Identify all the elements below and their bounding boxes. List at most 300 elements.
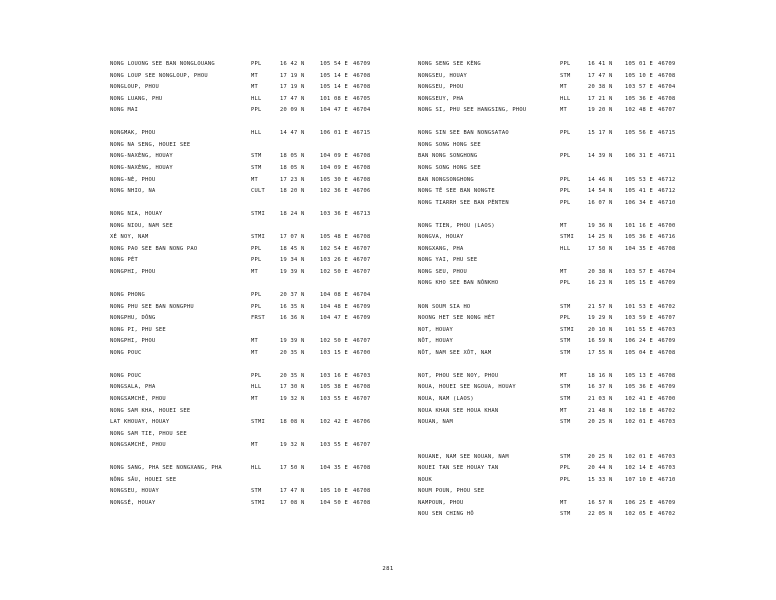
entry-name: NÔT, HOUAY	[418, 338, 453, 345]
entry-longitude: 105 36 E	[625, 95, 653, 102]
entry-map-code: 46707	[353, 338, 371, 345]
entry-longitude: 103 26 E	[320, 257, 348, 264]
entry-map-code: 46708	[353, 84, 371, 91]
entry-longitude: 101 08 E	[320, 95, 348, 102]
entry-longitude: 106 25 E	[625, 499, 653, 506]
entry-latitude: 19 39 N	[280, 338, 305, 345]
entry-name: NONGPHI, PHOU	[110, 338, 156, 345]
entry-latitude: 17 19 N	[280, 84, 305, 91]
entry-longitude: 105 30 E	[320, 176, 348, 183]
entry-feature-type: STMI	[251, 211, 265, 218]
entry-map-code: 46703	[658, 326, 676, 333]
entry-map-code: 46715	[353, 130, 371, 137]
entry-latitude: 18 05 N	[280, 153, 305, 160]
entry-feature-type: MT	[560, 407, 567, 414]
entry-map-code: 46706	[353, 188, 371, 195]
entry-name: NONG NA SENG, HOUEI SEE	[110, 141, 191, 148]
entry-map-code: 46707	[353, 395, 371, 402]
entry-latitude: 18 16 N	[588, 372, 613, 379]
entry-feature-type: MT	[560, 107, 567, 114]
entry-feature-type: MT	[251, 338, 258, 345]
entry-map-code: 46707	[353, 442, 371, 449]
entry-name: NONGSEU, HOUAY	[110, 488, 159, 495]
entry-longitude: 102 48 E	[625, 107, 653, 114]
entry-name: NONG POUC	[110, 349, 142, 356]
entry-longitude: 103 59 E	[625, 315, 653, 322]
entry-longitude: 102 50 E	[320, 338, 348, 345]
entry-map-code: 46703	[658, 465, 676, 472]
entry-longitude: 103 36 E	[320, 211, 348, 218]
entry-latitude: 16 07 N	[588, 199, 613, 206]
entry-longitude: 102 36 E	[320, 188, 348, 195]
entry-name: NOUA KHAN SEE HOUA KHAN	[418, 407, 499, 414]
entry-longitude: 104 09 E	[320, 164, 348, 171]
entry-name: NONG-NAXÈNG, HOUAY	[110, 164, 173, 171]
entry-longitude: 105 41 E	[625, 188, 653, 195]
entry-latitude: 20 35 N	[280, 372, 305, 379]
entry-map-code: 46708	[353, 164, 371, 171]
entry-name: NÔNG SÂU, HOUEI SEE	[110, 476, 177, 483]
entry-latitude: 18 45 N	[280, 245, 305, 252]
entry-name: NONG-NÈ, PHOU	[110, 176, 156, 183]
entry-name: LAT KHOUAY, HOUAY	[110, 419, 170, 426]
entry-longitude: 105 56 E	[625, 130, 653, 137]
entry-feature-type: STM	[251, 488, 262, 495]
entry-feature-type: PPL	[560, 188, 571, 195]
entry-map-code: 46708	[658, 245, 676, 252]
entry-name: NOUANE, NAM SEE NOUAN, NAM	[418, 453, 509, 460]
entry-longitude: 102 41 E	[625, 395, 653, 402]
entry-map-code: 46708	[353, 488, 371, 495]
entry-longitude: 105 38 E	[320, 384, 348, 391]
entry-longitude: 106 24 E	[625, 338, 653, 345]
entry-latitude: 14 54 N	[588, 188, 613, 195]
entry-longitude: 102 14 E	[625, 465, 653, 472]
entry-feature-type: STM	[251, 164, 262, 171]
entry-name: NONGPHU, DÔNG	[110, 315, 156, 322]
entry-name: NONG KHO SEE BAN NÔNKHO	[418, 280, 499, 287]
entry-feature-type: PPL	[251, 292, 262, 298]
entry-name: NONG SI, PHU SEE HANGSING, PHOU	[418, 107, 527, 114]
entry-latitude: 15 33 N	[588, 476, 613, 483]
entry-feature-type: PPL	[251, 303, 262, 310]
entry-name: NONG MAI	[110, 107, 138, 114]
entry-name: NONG PÉT	[110, 257, 138, 264]
entry-map-code: 46708	[353, 384, 371, 391]
entry-latitude: 20 25 N	[588, 453, 613, 460]
entry-name: NOUA, NAM (LAOS)	[418, 395, 474, 402]
entry-latitude: 20 44 N	[588, 465, 613, 472]
entry-map-code: 46703	[353, 372, 371, 379]
entry-name: NAMPOUN, PHOU	[418, 499, 464, 506]
entry-name: NOONG HET SEE NONG HÈT	[418, 315, 495, 322]
entry-map-code: 46704	[658, 84, 676, 91]
entry-latitude: 14 39 N	[588, 153, 613, 160]
entry-map-code: 46707	[658, 315, 676, 322]
entry-name: NONG SAM KHA, HOUEI SEE	[110, 407, 191, 414]
entry-feature-type: MT	[251, 72, 258, 79]
entry-name: NONGSAMCHÈ, PHOU	[110, 442, 166, 449]
entry-name: NONG PHONG	[110, 292, 145, 298]
entry-longitude: 106 34 E	[625, 199, 653, 206]
entry-map-code: 46702	[658, 407, 676, 414]
entry-latitude: 16 57 N	[588, 499, 613, 506]
entry-latitude: 17 23 N	[280, 176, 305, 183]
entry-name: NONGVA, HOUAY	[418, 234, 464, 241]
entry-map-code: 46709	[658, 384, 676, 391]
entry-map-code: 46713	[353, 211, 371, 218]
entry-longitude: 103 16 E	[320, 372, 348, 379]
entry-map-code: 46700	[353, 349, 371, 356]
entry-feature-type: PPL	[251, 257, 262, 264]
entry-latitude: 17 19 N	[280, 72, 305, 79]
entry-name: NONG TIEN, PHOU (LAOS)	[418, 222, 495, 229]
entry-latitude: 21 57 N	[588, 303, 613, 310]
entry-map-code: 46705	[353, 95, 371, 102]
entry-map-code: 46702	[658, 303, 676, 310]
entry-name: NONG SIN SEE BAN NONGSATAO	[418, 130, 509, 137]
entry-map-code: 46708	[658, 72, 676, 79]
entry-map-code: 46709	[658, 280, 676, 287]
entry-feature-type: PPL	[560, 153, 571, 160]
entry-feature-type: HLL	[560, 245, 571, 252]
entry-feature-type: HLL	[251, 95, 262, 102]
entry-name: NONG TIARRH SEE BAN PÈNTEN	[418, 199, 509, 206]
entry-longitude: 105 01 E	[625, 61, 653, 67]
entry-map-code: 46708	[658, 372, 676, 379]
entry-map-code: 46707	[658, 107, 676, 114]
entry-name: NONG SENG SEE KÈNG	[418, 61, 481, 67]
entry-feature-type: STMI	[251, 499, 265, 506]
entry-name: NONG SONG HONG SEE	[418, 141, 481, 148]
entry-longitude: 105 14 E	[320, 72, 348, 79]
entry-longitude: 103 57 E	[625, 84, 653, 91]
entry-map-code: 46715	[658, 130, 676, 137]
entry-map-code: 46709	[353, 315, 371, 322]
entry-name: NONG YAI, PHU SEE	[418, 257, 478, 264]
entry-latitude: 16 59 N	[588, 338, 613, 345]
entry-map-code: 46708	[353, 176, 371, 183]
entry-feature-type: STM	[560, 349, 571, 356]
entry-name: NONGSÉ, HOUAY	[110, 499, 156, 506]
entry-name: NOUK	[418, 476, 432, 483]
entry-latitude: 16 23 N	[588, 280, 613, 287]
entry-latitude: 20 35 N	[280, 349, 305, 356]
entry-map-code: 46711	[658, 153, 676, 160]
entry-name: NÔT, NAM SEE XÔT, NAM	[418, 349, 492, 356]
entry-feature-type: HLL	[251, 465, 262, 472]
entry-latitude: 18 05 N	[280, 164, 305, 171]
entry-feature-type: PPL	[560, 199, 571, 206]
entry-feature-type: PPL	[560, 476, 571, 483]
entry-map-code: 46709	[353, 61, 371, 67]
page-number: 281	[382, 566, 394, 572]
entry-latitude: 18 24 N	[280, 211, 305, 218]
entry-latitude: 16 35 N	[280, 303, 305, 310]
entry-feature-type: STMI	[560, 234, 574, 241]
entry-longitude: 102 54 E	[320, 245, 348, 252]
entry-longitude: 107 10 E	[625, 476, 653, 483]
entry-feature-type: MT	[560, 268, 567, 275]
entry-name: NONG PAO SEE BAN NONG PAO	[110, 245, 198, 252]
entry-name: NONG SAM TIE, PHOU SEE	[110, 430, 187, 437]
entry-name: NONG PI, PHU SEE	[110, 326, 166, 333]
entry-feature-type: STM	[560, 419, 571, 426]
entry-longitude: 102 01 E	[625, 453, 653, 460]
entry-longitude: 104 48 E	[320, 303, 348, 310]
entry-latitude: 17 47 N	[280, 488, 305, 495]
entry-map-code: 46710	[658, 199, 676, 206]
entry-name: NONG NIOU, NAM SEE	[110, 222, 173, 229]
entry-feature-type: MT	[251, 442, 258, 449]
entry-latitude: 14 25 N	[588, 234, 613, 241]
entry-longitude: 102 50 E	[320, 268, 348, 275]
entry-longitude: 102 42 E	[320, 419, 348, 426]
entry-name: NONG PHU SEE BAN NONGPHU	[110, 303, 194, 310]
entry-latitude: 17 47 N	[588, 72, 613, 79]
entry-name: NOUAN, NAM	[418, 419, 453, 426]
entry-map-code: 46708	[353, 153, 371, 160]
entry-feature-type: STM	[560, 453, 571, 460]
entry-map-code: 46716	[658, 234, 676, 241]
entry-feature-type: STM	[560, 395, 571, 402]
entry-name: NON SOUM SIA HO	[418, 303, 471, 310]
entry-latitude: 16 41 N	[588, 61, 613, 67]
entry-latitude: 20 37 N	[280, 292, 305, 298]
entry-feature-type: PPL	[560, 61, 571, 67]
entry-name: NOT, HOUAY	[418, 326, 453, 333]
entry-latitude: 20 10 N	[588, 326, 613, 333]
entry-latitude: 16 37 N	[588, 384, 613, 391]
entry-name: NONG SEU, PHOU	[418, 268, 467, 275]
entry-map-code: 46712	[658, 176, 676, 183]
entry-latitude: 17 50 N	[588, 245, 613, 252]
entry-name: NONG LOUONG SEE BAN NONGLOUANG	[110, 61, 215, 67]
entry-feature-type: STM	[560, 72, 571, 79]
entry-longitude: 105 13 E	[625, 372, 653, 379]
entry-latitude: 21 48 N	[588, 407, 613, 414]
entry-name: NONG SONG HONG SEE	[418, 164, 481, 171]
entry-name: NONGPHI, PHOU	[110, 268, 156, 275]
entry-map-code: 46709	[658, 61, 676, 67]
entry-map-code: 46706	[353, 419, 371, 426]
entry-map-code: 46707	[353, 245, 371, 252]
entry-feature-type: STM	[560, 384, 571, 391]
entry-feature-type: PPL	[251, 61, 262, 67]
entry-feature-type: HLL	[560, 95, 571, 102]
entry-map-code: 46700	[658, 395, 676, 402]
entry-longitude: 104 35 E	[320, 465, 348, 472]
entry-map-code: 46710	[658, 476, 676, 483]
entry-name: NONG TÊ SEE BAN NONGTE	[418, 188, 495, 195]
entry-longitude: 105 04 E	[625, 349, 653, 356]
entry-longitude: 106 31 E	[625, 153, 653, 160]
entry-feature-type: CULT	[251, 188, 265, 195]
entry-name: NONG NIA, HOUAY	[110, 211, 163, 218]
entry-map-code: 46709	[658, 499, 676, 506]
entry-feature-type: PPL	[560, 130, 571, 137]
entry-latitude: 15 17 N	[588, 130, 613, 137]
entry-map-code: 46704	[353, 107, 371, 114]
entry-feature-type: STM	[560, 338, 571, 345]
entry-longitude: 104 08 E	[320, 292, 348, 298]
entry-map-code: 46708	[658, 349, 676, 356]
entry-map-code: 46709	[353, 303, 371, 310]
entry-map-code: 46708	[353, 72, 371, 79]
entry-longitude: 106 01 E	[320, 130, 348, 137]
entry-name: NONGXANG, PHA	[418, 245, 464, 252]
entry-latitude: 14 46 N	[588, 176, 613, 183]
entry-longitude: 101 55 E	[625, 326, 653, 333]
entry-longitude: 105 36 E	[625, 234, 653, 241]
entry-name: NONG-NAXÈNG, HOUAY	[110, 153, 173, 160]
entry-longitude: 104 35 E	[625, 245, 653, 252]
entry-feature-type: MT	[251, 268, 258, 275]
entry-name: NOT, PHOU SEE NOY, PHOU	[418, 372, 499, 379]
entry-map-code: 46704	[658, 268, 676, 275]
entry-latitude: 17 30 N	[280, 384, 305, 391]
entry-name: NONGSAMCHÈ, PHOU	[110, 395, 166, 402]
entry-latitude: 19 32 N	[280, 442, 305, 449]
entry-feature-type: PPL	[560, 315, 571, 322]
entry-feature-type: MT	[251, 176, 258, 183]
entry-feature-type: PPL	[560, 176, 571, 183]
entry-name: NONG NHIO, NA	[110, 188, 156, 195]
entry-latitude: 19 39 N	[280, 268, 305, 275]
entry-longitude: 104 47 E	[320, 315, 348, 322]
entry-feature-type: STMI	[251, 234, 265, 241]
entry-name: NONG LOUP SEE NONGLOUP, PHOU	[110, 72, 208, 79]
entry-name: BAN NONGSONGHONG	[418, 176, 474, 183]
entry-longitude: 103 15 E	[320, 349, 348, 356]
entry-feature-type: PPL	[251, 372, 262, 379]
entry-name: NOUA, HOUEI SEE NGOUA, HOUAY	[418, 384, 516, 391]
entry-feature-type: STM	[560, 303, 571, 310]
entry-longitude: 105 15 E	[625, 280, 653, 287]
entry-latitude: 17 50 N	[280, 465, 305, 472]
entry-latitude: 19 32 N	[280, 395, 305, 402]
entry-map-code: 46703	[658, 419, 676, 426]
entry-map-code: 46708	[353, 234, 371, 241]
entry-feature-type: PPL	[251, 245, 262, 252]
entry-longitude: 105 10 E	[320, 488, 348, 495]
entry-name: NONGMAK, PHOU	[110, 130, 156, 137]
entry-latitude: 18 08 N	[280, 419, 305, 426]
entry-name: NOUEI TAN SEE HOUAY TAN	[418, 465, 499, 472]
entry-latitude: 20 38 N	[588, 84, 613, 91]
entry-name: BAN NONG SONGHONG	[418, 153, 478, 160]
entry-feature-type: MT	[560, 372, 567, 379]
entry-feature-type: FRST	[251, 315, 265, 322]
entry-longitude: 102 05 E	[625, 511, 653, 518]
entry-feature-type: STMI	[251, 419, 265, 426]
entry-feature-type: PPL	[560, 465, 571, 472]
entry-name: NONG POUC	[110, 372, 142, 379]
entry-latitude: 17 08 N	[280, 499, 305, 506]
entry-map-code: 46702	[658, 511, 676, 518]
entry-feature-type: MT	[251, 395, 258, 402]
entry-name: NOUM POUN, PHOU SEE	[418, 488, 485, 495]
entry-latitude: 16 36 N	[280, 315, 305, 322]
entry-name: NOU SEN CHING HÔ	[418, 511, 474, 518]
entry-longitude: 101 53 E	[625, 303, 653, 310]
entry-latitude: 20 09 N	[280, 107, 305, 114]
entry-longitude: 103 55 E	[320, 442, 348, 449]
entry-latitude: 18 20 N	[280, 188, 305, 195]
entry-longitude: 102 01 E	[625, 419, 653, 426]
entry-name: NONGSALA, PHA	[110, 384, 156, 391]
entry-feature-type: MT	[560, 222, 567, 229]
entry-feature-type: MT	[560, 499, 567, 506]
entry-feature-type: PPL	[560, 280, 571, 287]
entry-feature-type: STM	[251, 153, 262, 160]
entry-name: NONGSEU, HOUAY	[418, 72, 467, 79]
entry-longitude: 102 18 E	[625, 407, 653, 414]
entry-feature-type: HLL	[251, 384, 262, 391]
entry-latitude: 16 42 N	[280, 61, 305, 67]
entry-map-code: 46704	[353, 292, 371, 298]
entry-feature-type: MT	[560, 84, 567, 91]
entry-map-code: 46708	[353, 465, 371, 472]
entry-map-code: 46707	[353, 268, 371, 275]
entry-feature-type: MT	[251, 349, 258, 356]
entry-map-code: 46708	[658, 95, 676, 102]
entry-latitude: 21 03 N	[588, 395, 613, 402]
entry-longitude: 104 09 E	[320, 153, 348, 160]
entry-longitude: 105 53 E	[625, 176, 653, 183]
entry-map-code: 46700	[658, 222, 676, 229]
entry-longitude: 103 55 E	[320, 395, 348, 402]
entry-longitude: 101 16 E	[625, 222, 653, 229]
entry-map-code: 46709	[658, 338, 676, 345]
entry-feature-type: MT	[251, 84, 258, 91]
entry-name: XÉ NOY, NAM	[110, 234, 149, 241]
entry-latitude: 19 34 N	[280, 257, 305, 264]
entry-latitude: 20 25 N	[588, 419, 613, 426]
entry-feature-type: PPL	[251, 107, 262, 114]
entry-longitude: 105 14 E	[320, 84, 348, 91]
entry-latitude: 17 21 N	[588, 95, 613, 102]
entry-latitude: 14 47 N	[280, 130, 305, 137]
entry-longitude: 104 50 E	[320, 499, 348, 506]
entry-longitude: 105 10 E	[625, 72, 653, 79]
entry-name: NONGSEU, PHOU	[418, 84, 464, 91]
entry-name: NONG LUANG, PHU	[110, 95, 163, 102]
entry-name: NONG SANG, PHA SEE NONGXANG, PHA	[110, 465, 222, 472]
entry-map-code: 46712	[658, 188, 676, 195]
entry-longitude: 104 47 E	[320, 107, 348, 114]
entry-latitude: 20 38 N	[588, 268, 613, 275]
entry-longitude: 105 48 E	[320, 234, 348, 241]
entry-longitude: 103 57 E	[625, 268, 653, 275]
entry-latitude: 17 07 N	[280, 234, 305, 241]
entry-latitude: 19 36 N	[588, 222, 613, 229]
entry-latitude: 19 29 N	[588, 315, 613, 322]
entry-map-code: 46708	[353, 499, 371, 506]
entry-feature-type: HLL	[251, 130, 262, 137]
entry-latitude: 17 47 N	[280, 95, 305, 102]
entry-name: NONGSEUY, PHA	[418, 95, 464, 102]
entry-feature-type: STM	[560, 511, 571, 518]
entry-longitude: 105 36 E	[625, 384, 653, 391]
entry-map-code: 46707	[353, 257, 371, 264]
entry-longitude: 105 54 E	[320, 61, 348, 67]
entry-feature-type: STMI	[560, 326, 574, 333]
entry-map-code: 46703	[658, 453, 676, 460]
entry-name: NONGLOUP, PHOU	[110, 84, 159, 91]
entry-latitude: 17 55 N	[588, 349, 613, 356]
entry-latitude: 19 20 N	[588, 107, 613, 114]
